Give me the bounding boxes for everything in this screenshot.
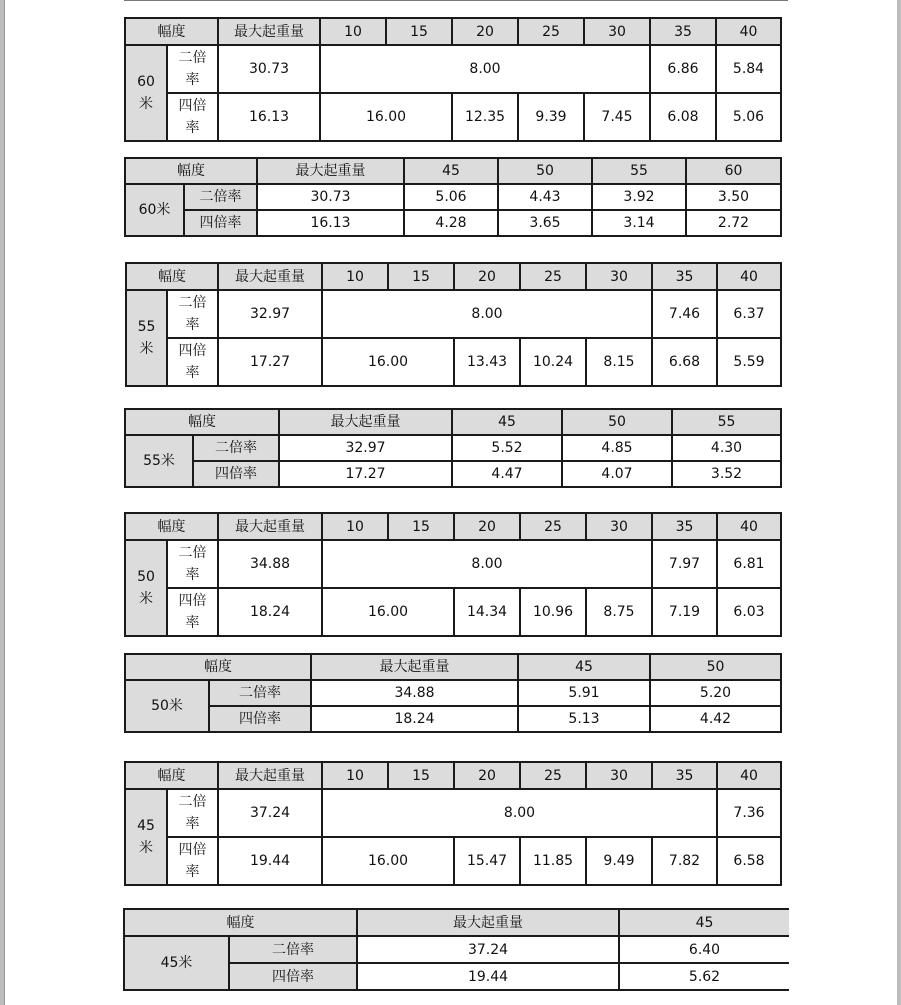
reeving-2-label: 二倍 率 — [167, 45, 218, 93]
reeving-4-label: 四倍 率 — [167, 338, 218, 386]
reeving-4-label: 四倍率 — [184, 210, 257, 236]
header-radius-25: 25 — [520, 263, 586, 290]
cell-radius-40: 5.06 — [716, 93, 781, 141]
cell-merged-load: 16.00 — [322, 588, 454, 636]
header-radius-30: 30 — [586, 762, 652, 789]
cell-radius-55: 4.30 — [672, 435, 781, 461]
cell-max-load: 18.24 — [311, 706, 518, 732]
cell-merged-load: 16.00 — [322, 837, 454, 885]
cell-merged-load: 8.00 — [320, 45, 650, 93]
header-radius-35: 35 — [652, 762, 717, 789]
header-radius-20: 20 — [452, 18, 518, 45]
cell-radius-55: 3.52 — [672, 461, 781, 487]
cell-radius-45: 5.06 — [404, 184, 498, 210]
header-radius-35: 35 — [650, 18, 716, 45]
header-max-load: 最大起重量 — [218, 762, 322, 789]
header-radius-15: 15 — [388, 762, 454, 789]
load-table-55m-long — [124, 408, 782, 488]
header-radius-25: 25 — [518, 18, 584, 45]
header-radius-20: 20 — [454, 513, 520, 540]
reeving-2-label: 二倍率 — [193, 435, 279, 461]
cell-radius-45: 5.13 — [518, 706, 650, 732]
header-radius-55: 55 — [592, 158, 686, 184]
header-radius-25: 25 — [520, 513, 586, 540]
header-radius-30: 30 — [584, 18, 650, 45]
cell-merged-load: 8.00 — [322, 789, 717, 837]
cell-max-load: 37.24 — [357, 936, 619, 963]
load-table-55m-short — [125, 262, 782, 387]
header-radius-35: 35 — [652, 513, 717, 540]
cell-max-load: 19.44 — [357, 963, 619, 990]
cell-radius-50: 4.07 — [562, 461, 672, 487]
reeving-4-label: 四倍率 — [193, 461, 279, 487]
cell-radius-40: 5.84 — [716, 45, 781, 93]
header-max-load: 最大起重量 — [218, 513, 322, 540]
header-radius-25: 25 — [520, 762, 586, 789]
cell-max-load: 32.97 — [279, 435, 452, 461]
reeving-4-label: 四倍 率 — [167, 93, 218, 141]
cell-radius-25: 10.24 — [520, 338, 586, 386]
cell-radius-35: 7.97 — [652, 540, 717, 588]
cell-max-load: 18.24 — [218, 588, 322, 636]
reeving-2-label: 二倍率 — [184, 184, 257, 210]
header-radius-45: 45 — [619, 909, 789, 936]
cell-max-load: 37.24 — [218, 789, 322, 837]
cell-radius-35: 6.68 — [652, 338, 717, 386]
header-radius: 幅度 — [125, 513, 218, 540]
header-radius-45: 45 — [404, 158, 498, 184]
header-radius-50: 50 — [650, 654, 781, 680]
header-radius: 幅度 — [126, 263, 218, 290]
cell-merged-load: 8.00 — [322, 540, 652, 588]
cell-radius-45: 4.47 — [452, 461, 562, 487]
header-radius-15: 15 — [388, 513, 454, 540]
reeving-4-label: 四倍 率 — [167, 837, 218, 885]
header-radius-10: 10 — [320, 18, 386, 45]
header-radius-10: 10 — [322, 762, 388, 789]
cell-radius-35: 7.19 — [652, 588, 717, 636]
reeving-4-label: 四倍 率 — [167, 588, 218, 636]
header-radius: 幅度 — [125, 654, 311, 680]
header-radius-40: 40 — [717, 513, 781, 540]
reeving-4-label: 四倍率 — [209, 706, 311, 732]
header-max-load: 最大起重量 — [257, 158, 404, 184]
header-max-load: 最大起重量 — [218, 18, 320, 45]
load-table-60m-long — [124, 157, 782, 237]
reeving-2-label: 二倍 率 — [167, 290, 218, 338]
cell-max-load: 16.13 — [257, 210, 404, 236]
cell-radius-60: 3.50 — [686, 184, 781, 210]
header-radius-45: 45 — [452, 409, 562, 435]
header-radius-50: 50 — [498, 158, 592, 184]
cell-radius-20: 14.34 — [454, 588, 520, 636]
cell-max-load: 19.44 — [218, 837, 322, 885]
cell-radius-50: 4.85 — [562, 435, 672, 461]
cell-radius-50: 3.65 — [498, 210, 592, 236]
cell-max-load: 34.88 — [218, 540, 322, 588]
header-max-load: 最大起重量 — [357, 909, 619, 936]
boom-length: 60米 — [125, 184, 184, 236]
header-radius-15: 15 — [388, 263, 454, 290]
header-radius-20: 20 — [454, 762, 520, 789]
cell-max-load: 30.73 — [257, 184, 404, 210]
cell-radius-45: 6.40 — [619, 936, 789, 963]
cell-max-load: 32.97 — [218, 290, 322, 338]
cell-max-load: 17.27 — [218, 338, 322, 386]
cell-radius-25: 9.39 — [518, 93, 584, 141]
cell-radius-50: 5.20 — [650, 680, 781, 706]
header-radius: 幅度 — [125, 762, 218, 789]
load-table-50m-long — [124, 653, 782, 733]
header-radius: 幅度 — [125, 409, 279, 435]
cell-radius-35: 6.86 — [650, 45, 716, 93]
load-table-60m-short — [124, 17, 782, 142]
header-radius-20: 20 — [454, 263, 520, 290]
cell-merged-load: 8.00 — [322, 290, 652, 338]
reeving-2-label: 二倍 率 — [167, 540, 218, 588]
document-page — [4, 0, 897, 1005]
cell-radius-45: 4.28 — [404, 210, 498, 236]
cell-radius-50: 4.43 — [498, 184, 592, 210]
header-max-load: 最大起重量 — [279, 409, 452, 435]
cell-max-load: 30.73 — [218, 45, 320, 93]
cell-radius-20: 12.35 — [452, 93, 518, 141]
cell-radius-35: 7.46 — [652, 290, 717, 338]
reeving-2-label: 二倍率 — [209, 680, 311, 706]
header-radius-55: 55 — [672, 409, 781, 435]
header-radius-30: 30 — [586, 513, 652, 540]
cell-max-load: 34.88 — [311, 680, 518, 706]
reeving-2-label: 二倍率 — [229, 936, 357, 963]
cell-radius-55: 3.92 — [592, 184, 686, 210]
load-table-50m-short — [124, 512, 782, 637]
cell-radius-45: 5.62 — [619, 963, 789, 990]
header-radius-40: 40 — [716, 18, 781, 45]
boom-length: 55 米 — [126, 290, 167, 386]
cell-radius-20: 13.43 — [454, 338, 520, 386]
header-radius: 幅度 — [125, 18, 218, 45]
cell-radius-40: 5.59 — [717, 338, 781, 386]
header-radius: 幅度 — [125, 158, 257, 184]
boom-length: 45 米 — [125, 789, 167, 885]
cell-radius-40: 6.37 — [717, 290, 781, 338]
cell-radius-45: 5.91 — [518, 680, 650, 706]
reeving-2-label: 二倍 率 — [167, 789, 218, 837]
header-radius-60: 60 — [686, 158, 781, 184]
header-radius-40: 40 — [717, 762, 781, 789]
cell-radius-40: 7.36 — [717, 789, 781, 837]
boom-length: 55米 — [125, 435, 193, 487]
cell-radius-40: 6.81 — [717, 540, 781, 588]
cell-radius-45: 5.52 — [452, 435, 562, 461]
header-radius-10: 10 — [322, 513, 388, 540]
cell-radius-40: 6.03 — [717, 588, 781, 636]
boom-length: 50 米 — [125, 540, 167, 636]
cell-radius-60: 2.72 — [686, 210, 781, 236]
cell-radius-50: 4.42 — [650, 706, 781, 732]
load-table-45m-long — [123, 908, 789, 991]
cell-radius-40: 6.58 — [717, 837, 781, 885]
load-table-45m-short — [124, 761, 782, 886]
header-radius-10: 10 — [322, 263, 388, 290]
header-radius-15: 15 — [386, 18, 452, 45]
header-radius-40: 40 — [717, 263, 781, 290]
cell-merged-load: 16.00 — [320, 93, 452, 141]
header-max-load: 最大起重量 — [311, 654, 518, 680]
boom-length: 45米 — [124, 936, 229, 990]
cell-radius-20: 15.47 — [454, 837, 520, 885]
boom-length: 50米 — [125, 680, 209, 732]
header-radius-35: 35 — [652, 263, 717, 290]
cell-radius-30: 8.15 — [586, 338, 652, 386]
cell-radius-35: 6.08 — [650, 93, 716, 141]
header-radius: 幅度 — [124, 909, 357, 936]
page-edge — [4, 0, 5, 1005]
cell-radius-55: 3.14 — [592, 210, 686, 236]
cell-radius-25: 11.85 — [520, 837, 586, 885]
header-radius-50: 50 — [562, 409, 672, 435]
cell-radius-35: 7.82 — [652, 837, 717, 885]
header-max-load: 最大起重量 — [218, 263, 322, 290]
cell-radius-25: 10.96 — [520, 588, 586, 636]
header-radius-45: 45 — [518, 654, 650, 680]
cell-radius-30: 7.45 — [584, 93, 650, 141]
cell-max-load: 17.27 — [279, 461, 452, 487]
cell-merged-load: 16.00 — [322, 338, 454, 386]
cell-radius-30: 8.75 — [586, 588, 652, 636]
cell-radius-30: 9.49 — [586, 837, 652, 885]
boom-length: 60 米 — [125, 45, 167, 141]
cell-max-load: 16.13 — [218, 93, 320, 141]
reeving-4-label: 四倍率 — [229, 963, 357, 990]
header-radius-30: 30 — [586, 263, 652, 290]
header-rule — [124, 0, 788, 1]
